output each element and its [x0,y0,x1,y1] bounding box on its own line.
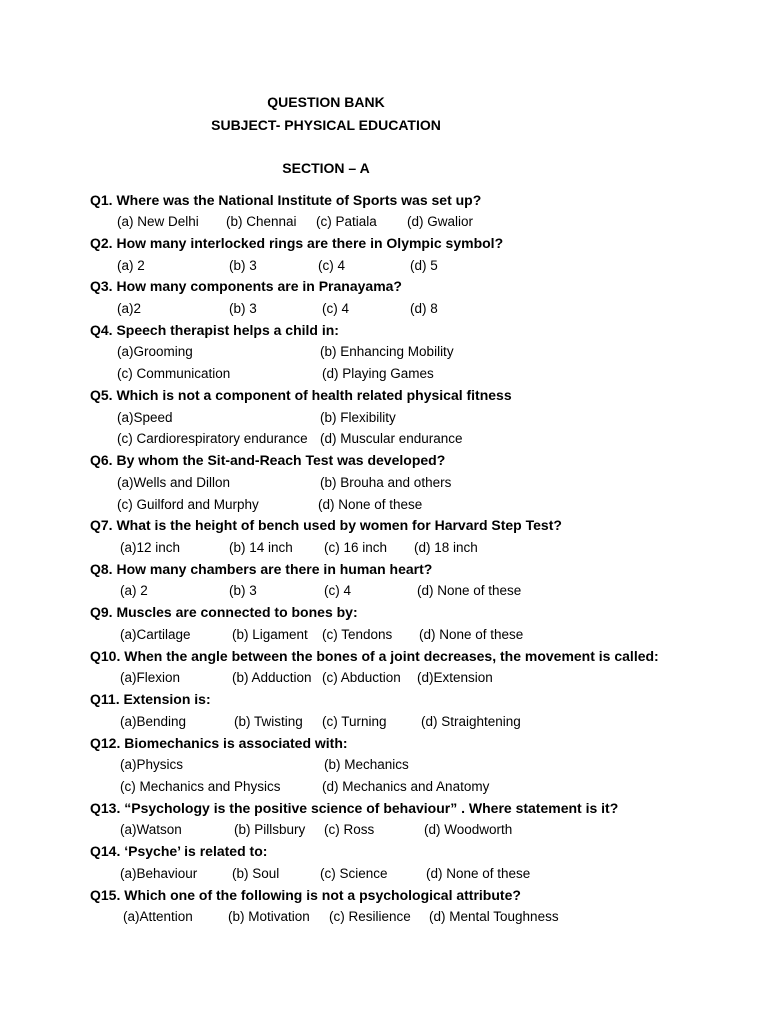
q8-option-b: (b) 3 [229,583,257,598]
q10-option-d: (d)Extension [417,670,493,685]
q11-option-a: (a)Bending [120,714,187,729]
question-3: Q3. How many components are in Pranayama? [90,278,402,294]
q12-option-c: (c) Mechanics and Physics [120,779,281,794]
q6-option-c: (c) Guilford and Murphy [117,497,259,512]
question-5: Q5. Which is not a component of health related physical fitness [90,387,512,403]
question-8: Q8. How many chambers are there in human heart? [90,561,433,577]
q2-option-c: (c) 4 [318,258,345,273]
q5-option-c: (c) Cardiorespiratory endurance [117,431,308,446]
q3-option-d: (d) 8 [410,301,438,316]
q14-option-a: (a)Behaviour [120,866,198,881]
q7-option-b: (b) 14 inch [229,540,293,555]
q13-option-d: (d) Woodworth [424,822,513,837]
question-12: Q12. Biomechanics is associated with: [90,735,348,751]
question-10: Q10. When the angle between the bones of a joint decreases, the movement is called: [90,648,659,664]
q2-option-b: (b) 3 [229,258,257,273]
q7-option-a: (a)12 inch [120,540,181,555]
q4-option-d: (d) Playing Games [322,366,434,381]
q11-option-c: (c) Turning [322,714,387,729]
q4-option-b: (b) Enhancing Mobility [320,344,454,359]
q15-option-a: (a)Attention [123,909,193,924]
question-6: Q6. By whom the Sit-and-Reach Test was developed? [90,452,446,468]
question-4: Q4. Speech therapist helps a child in: [90,322,339,338]
q8-option-a: (a) 2 [120,583,148,598]
q11-option-b: (b) Twisting [234,714,303,729]
q4-option-a: (a)Grooming [117,344,193,359]
question-15: Q15. Which one of the following is not a psychological attribute? [90,887,521,903]
q14-option-b: (b) Soul [232,866,280,881]
q10-option-b: (b) Adduction [232,670,312,685]
q12-option-a: (a)Physics [120,757,184,772]
q5-option-b: (b) Flexibility [320,410,396,425]
q1-option-a: (a) New Delhi [117,214,199,229]
question-7: Q7. What is the height of bench used by women for Harvard Step Test? [90,517,562,533]
q13-option-a: (a)Watson [120,822,182,837]
q11-option-d: (d) Straightening [421,714,521,729]
q5-option-d: (d) Muscular endurance [320,431,463,446]
q6-option-d: (d) None of these [318,497,423,512]
q6-option-a: (a)Wells and Dillon [117,475,231,490]
question-11: Q11. Extension is: [90,691,211,707]
q13-option-b: (b) Pillsbury [234,822,306,837]
q9-option-d: (d) None of these [419,627,524,642]
q8-option-c: (c) 4 [324,583,351,598]
q8-option-d: (d) None of these [417,583,522,598]
question-14: Q14. ‘Psyche’ is related to: [90,843,268,859]
question-13: Q13. “Psychology is the positive science of behaviour” . Where statement is it? [90,800,619,816]
q2-option-d: (d) 5 [410,258,438,273]
q5-option-a: (a)Speed [117,410,173,425]
q3-option-c: (c) 4 [322,301,349,316]
q14-option-d: (d) None of these [426,866,531,881]
q12-option-b: (b) Mechanics [324,757,409,772]
q15-option-c: (c) Resilience [329,909,411,924]
section-heading: SECTION – A [282,160,370,176]
q12-option-d: (d) Mechanics and Anatomy [322,779,490,794]
q9-option-b: (b) Ligament [232,627,308,642]
q1-option-d: (d) Gwalior [407,214,474,229]
q4-option-c: (c) Communication [117,366,231,381]
document-title: QUESTION BANK [267,94,385,110]
question-2: Q2. How many interlocked rings are there in Olympic symbol? [90,235,504,251]
subject-heading: SUBJECT- PHYSICAL EDUCATION [211,117,441,133]
q3-option-a: (a)2 [117,301,142,316]
q14-option-c: (c) Science [320,866,388,881]
q3-option-b: (b) 3 [229,301,257,316]
q13-option-c: (c) Ross [324,822,375,837]
q1-option-b: (b) Chennai [226,214,297,229]
q15-option-d: (d) Mental Toughness [429,909,559,924]
question-9: Q9. Muscles are connected to bones by: [90,604,358,620]
q2-option-a: (a) 2 [117,258,145,273]
q7-option-d: (d) 18 inch [414,540,478,555]
q9-option-a: (a)Cartilage [120,627,191,642]
q1-option-c: (c) Patiala [316,214,377,229]
q9-option-c: (c) Tendons [322,627,393,642]
q15-option-b: (b) Motivation [228,909,310,924]
question-1: Q1. Where was the National Institute of Sports was set up? [90,192,482,208]
q10-option-a: (a)Flexion [120,670,181,685]
q6-option-b: (b) Brouha and others [320,475,452,490]
q10-option-c: (c) Abduction [322,670,401,685]
q7-option-c: (c) 16 inch [324,540,388,555]
